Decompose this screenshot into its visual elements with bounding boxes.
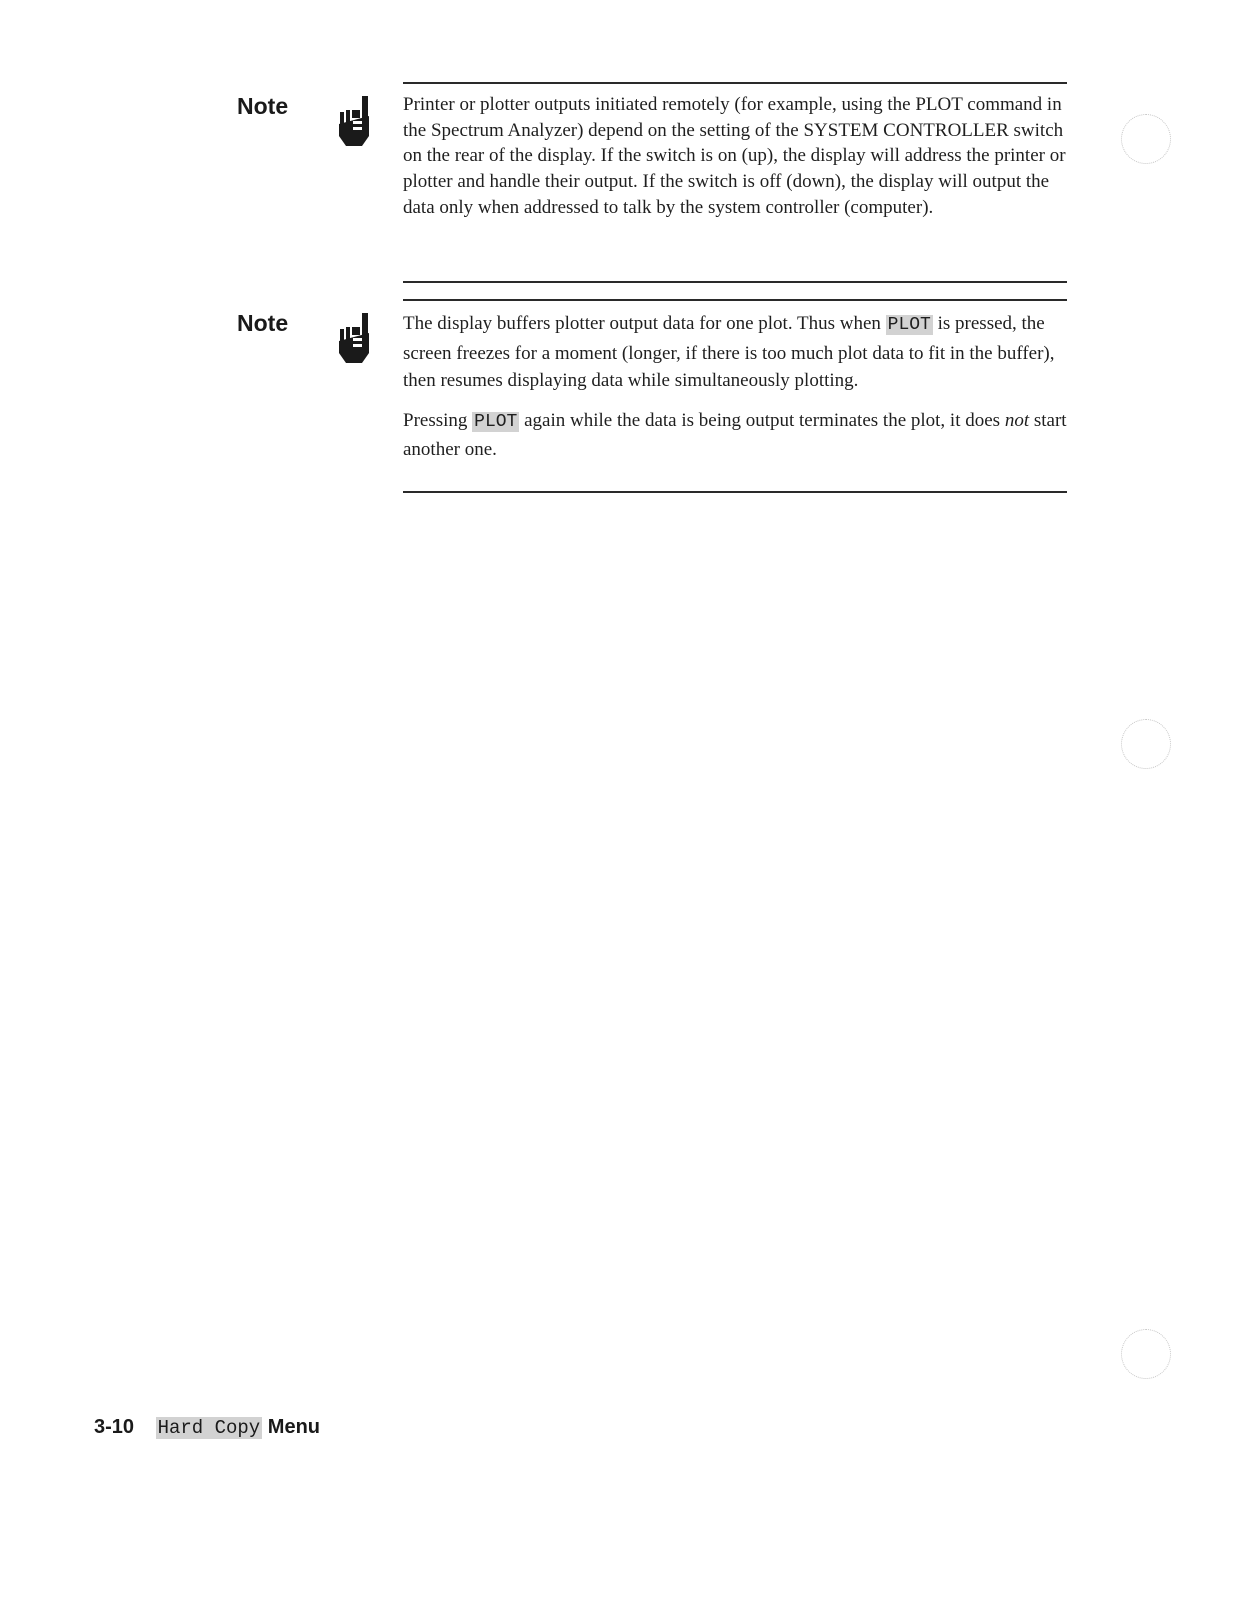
- note-paragraph: [403, 407, 1067, 464]
- paragraph-text: start another one.: [403, 409, 1067, 460]
- pointing-hand-icon: [336, 94, 372, 148]
- note-label: Note: [237, 310, 289, 336]
- note-paragraph: Printer or plotter outputs initiated remotely (for example, using the PLOT command in the Spectrum Analyzer) depend on the setting of the SYSTEM CONTROLLER switch on the rear of the display. If the switch is on (up), the display will address the printer or plotter and handle their output. If the switch is off (down), the display will output the data only when addressed to talk by the system controller (computer).: [403, 94, 1066, 218]
- menu-label: Menu: [267, 1416, 320, 1438]
- page-footer: [94, 1416, 320, 1439]
- note-box: [403, 299, 1067, 493]
- binder-hole: [1121, 1329, 1171, 1379]
- note-paragraph: [403, 310, 1067, 395]
- pointing-hand-icon: [336, 311, 372, 365]
- paragraph-text: Pressing: [403, 409, 468, 431]
- plot-softkey: PLOT: [887, 315, 931, 335]
- paragraph-text: again while the data is being output terminates the plot, it does: [524, 409, 1001, 431]
- hard-copy-softkey: Hard Copy: [157, 1417, 261, 1439]
- paragraph-text: The display buffers plotter output data for one plot. Thus when: [403, 313, 881, 334]
- plot-softkey: PLOT: [474, 411, 518, 432]
- binder-hole: [1121, 114, 1171, 164]
- paragraph-text: is pressed, the screen freezes for a moment (longer, if there is too much plot data to fit in the buffer), then resumes displaying data while simultaneously plotting.: [403, 313, 1055, 391]
- emphasis-text: not: [1004, 409, 1030, 431]
- note-box: [403, 82, 1067, 283]
- note-label: Note: [237, 93, 289, 119]
- binder-hole: [1121, 719, 1171, 769]
- page-number: 3-10: [94, 1416, 135, 1438]
